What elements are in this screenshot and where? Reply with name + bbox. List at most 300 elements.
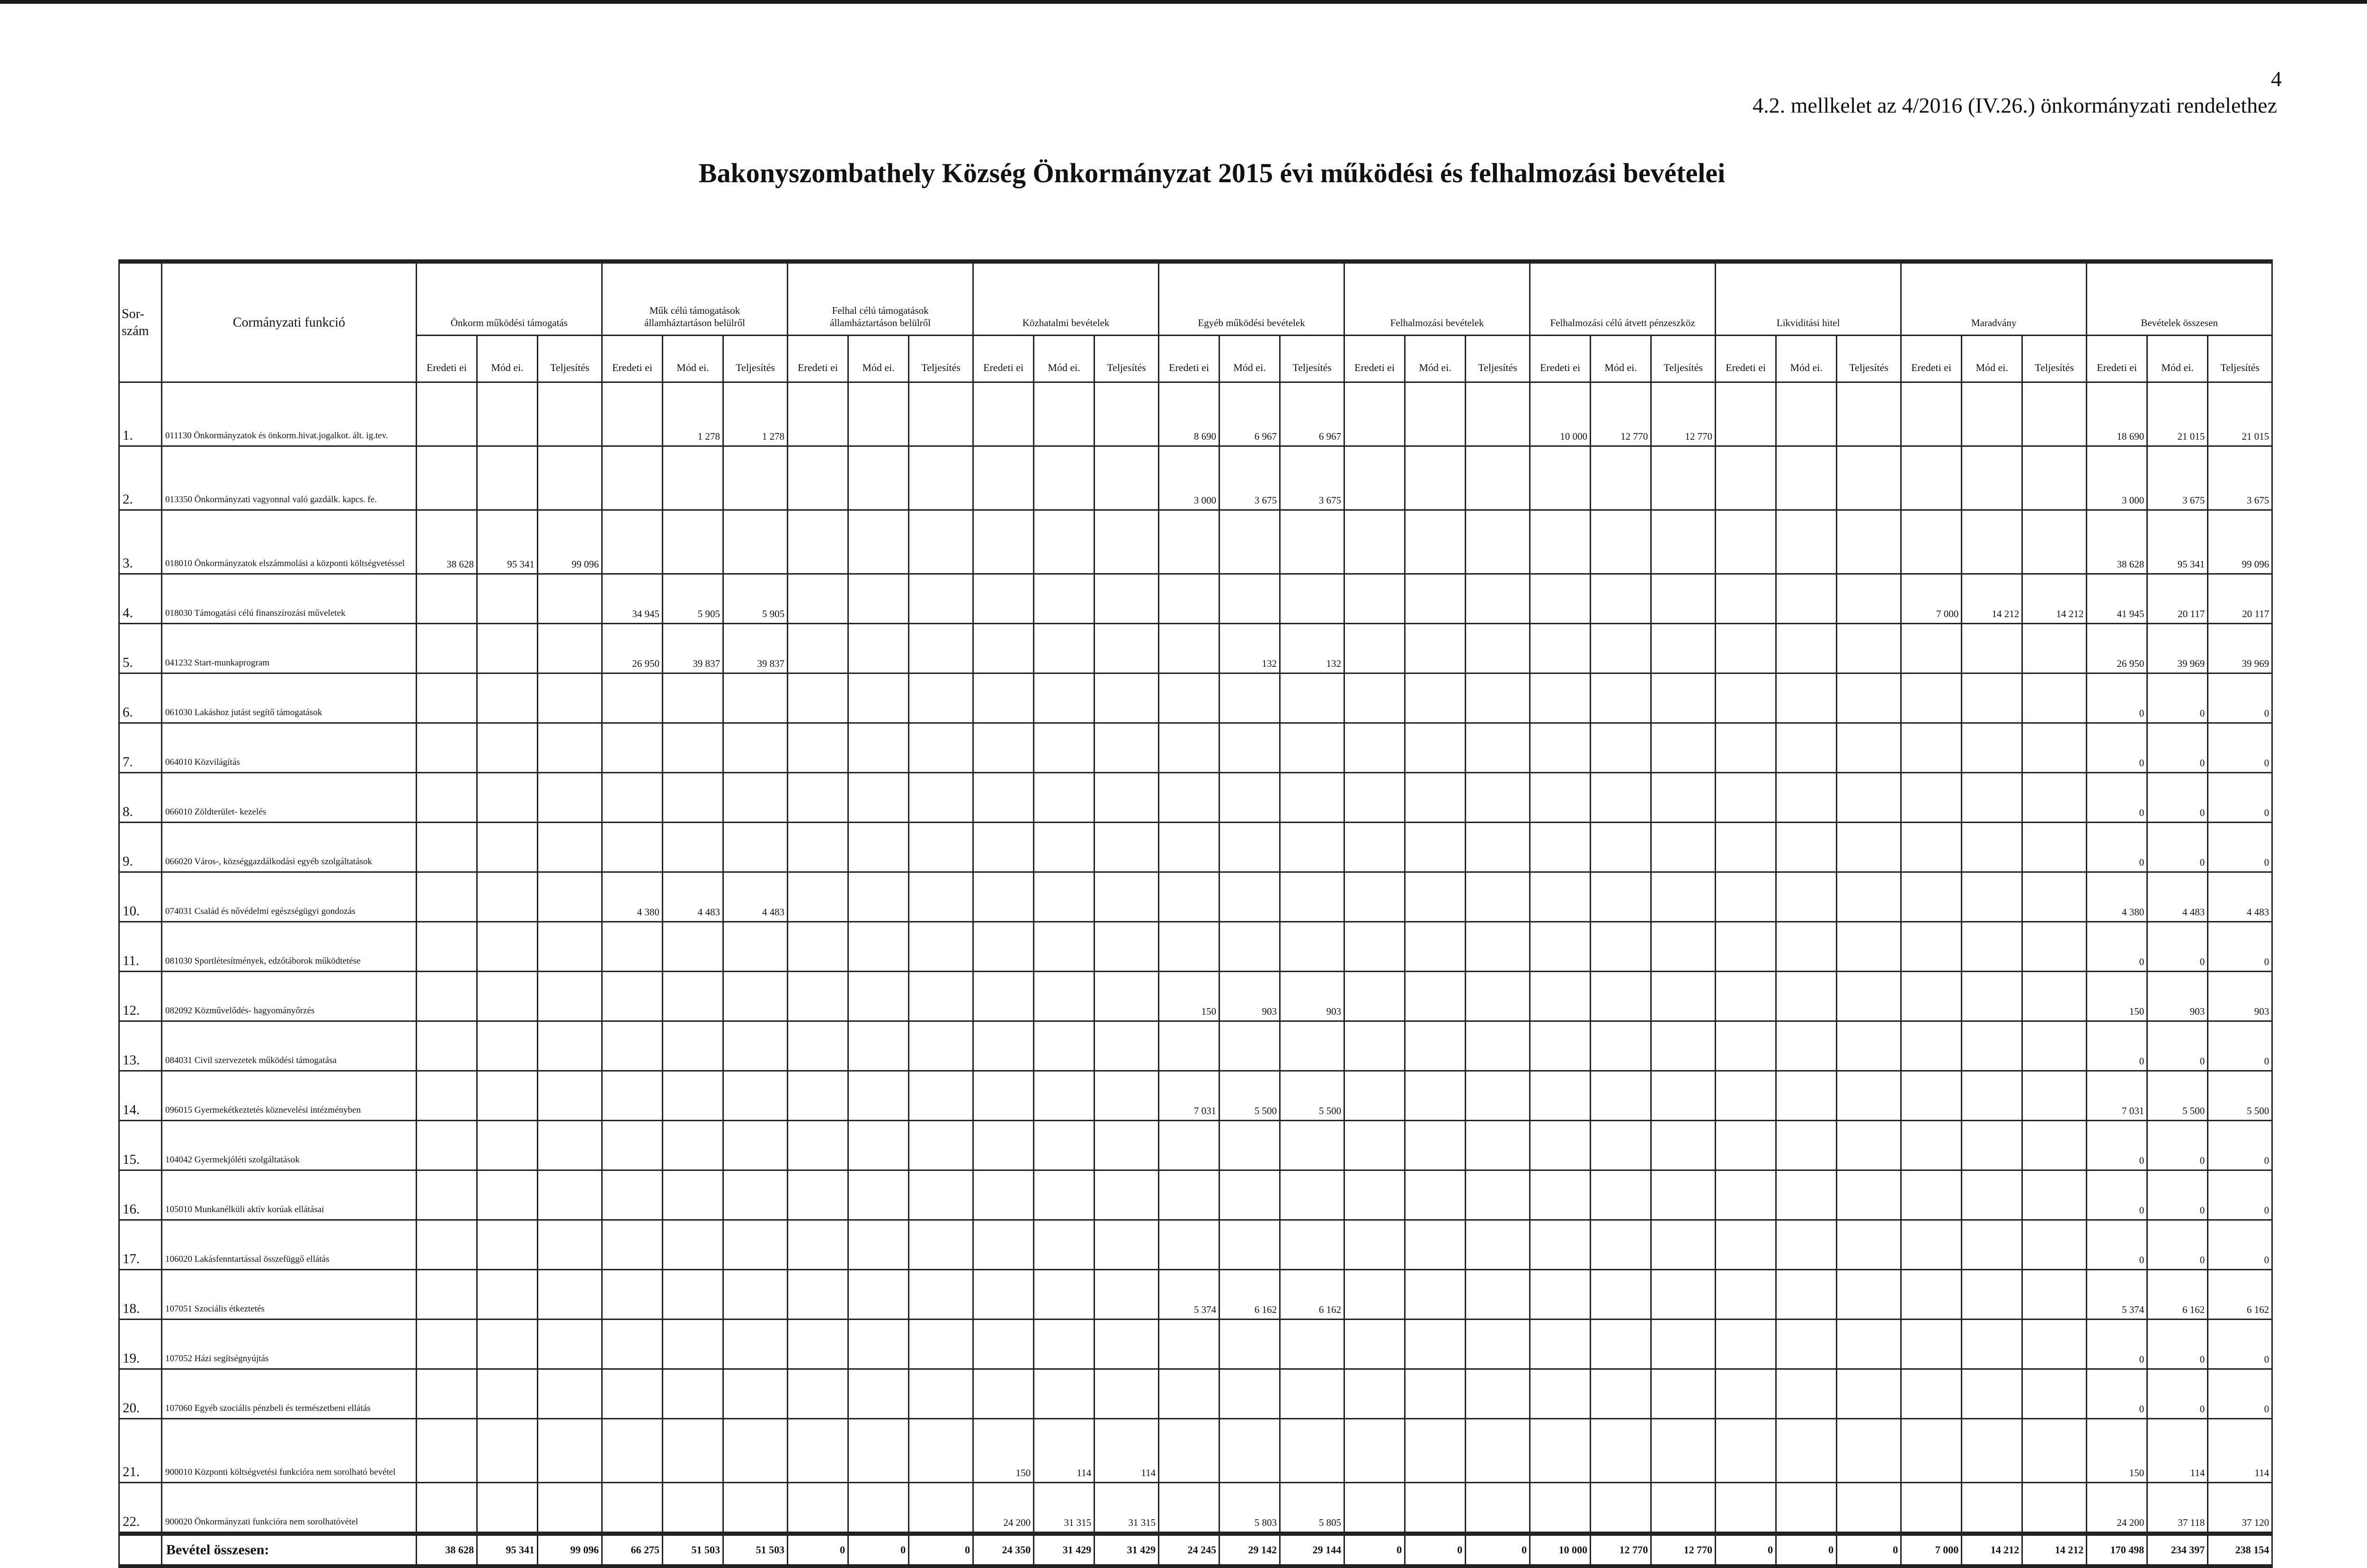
row-number: 13. [119, 1021, 162, 1071]
table-cell: 3 675 [1280, 446, 1344, 510]
table-cell: 31 315 [1095, 1483, 1159, 1534]
government-function: 084031 Civil szervezetek működési támogatása [162, 1021, 417, 1071]
table-cell [1530, 872, 1591, 922]
table-cell: 26 950 [2087, 624, 2147, 673]
row-number: 15. [119, 1121, 162, 1170]
table-cell [1716, 773, 1776, 823]
table-cell [1776, 773, 1837, 823]
row-number: 10. [119, 872, 162, 922]
table-cell [477, 922, 538, 972]
table-cell [477, 972, 538, 1021]
table-cell [1716, 1270, 1776, 1320]
table-cell: 31 315 [1034, 1483, 1095, 1534]
table-cell: 0 [2208, 922, 2272, 972]
table-cell [848, 773, 909, 823]
table-cell [788, 1270, 848, 1320]
table-cell [1095, 972, 1159, 1021]
table-cell [1776, 1270, 1837, 1320]
table-cell: 39 837 [723, 624, 788, 673]
table-cell [538, 1220, 602, 1270]
table-cell [1962, 673, 2022, 723]
revenue-table [118, 259, 2273, 1568]
table-cell [1159, 673, 1219, 723]
subcolumn-header: Eredeti ei [602, 336, 663, 382]
table-cell [2022, 382, 2087, 446]
government-function: 081030 Sportlétesítmények, edzőtáborok működtetése [162, 922, 417, 972]
table-cell [663, 773, 723, 823]
table-cell [788, 1419, 848, 1483]
table-cell: 4 483 [2208, 872, 2272, 922]
table-cell: 21 015 [2208, 382, 2272, 446]
table-row [119, 673, 2272, 723]
table-cell [602, 510, 663, 574]
table-cell [1901, 823, 1962, 872]
table-cell [848, 1021, 909, 1071]
subcolumn-header: Teljesítés [909, 336, 973, 382]
table-cell: 6 967 [1280, 382, 1344, 446]
table-cell [1095, 1320, 1159, 1369]
table-cell [2022, 1220, 2087, 1270]
table-cell [1591, 446, 1651, 510]
table-cell [973, 382, 1034, 446]
table-cell [1716, 1369, 1776, 1419]
table-cell [1344, 446, 1405, 510]
table-cell [1530, 1220, 1591, 1270]
table-cell [848, 1419, 909, 1483]
table-cell: 12 770 [1591, 382, 1651, 446]
table-cell [1344, 1483, 1405, 1534]
government-function: 105010 Munkanélküli aktív korúak ellátásai [162, 1170, 417, 1220]
table-cell [909, 510, 973, 574]
table-cell [663, 1369, 723, 1419]
table-cell [848, 1369, 909, 1419]
table-cell: 34 945 [602, 574, 663, 624]
table-cell [663, 1419, 723, 1483]
table-cell: 39 837 [663, 624, 723, 673]
table-cell [1344, 723, 1405, 773]
table-cell [663, 1170, 723, 1220]
table-cell [1405, 382, 1466, 446]
table-cell [538, 1021, 602, 1071]
total-cell: 170 498 [2087, 1534, 2147, 1567]
table-row [119, 1270, 2272, 1320]
table-cell [1901, 773, 1962, 823]
table-cell: 6 162 [1280, 1270, 1344, 1320]
table-cell [1159, 1320, 1219, 1369]
table-cell [538, 1071, 602, 1121]
total-cell: 0 [1716, 1534, 1776, 1567]
table-cell [723, 510, 788, 574]
table-cell [1280, 1419, 1344, 1483]
government-function: 900020 Önkormányzati funkcióra nem sorolhatóvétel [162, 1483, 417, 1534]
table-cell [477, 1320, 538, 1369]
table-cell [909, 382, 973, 446]
government-function: 064010 Közvilágítás [162, 723, 417, 773]
subcolumn-header: Teljesítés [1837, 336, 1901, 382]
table-cell [723, 1369, 788, 1419]
table-cell [723, 1220, 788, 1270]
table-cell [1280, 723, 1344, 773]
table-cell [477, 1270, 538, 1320]
table-cell [1591, 1021, 1651, 1071]
table-cell: 95 341 [2147, 510, 2208, 574]
table-cell [602, 823, 663, 872]
table-cell: 0 [2087, 1021, 2147, 1071]
table-cell [417, 723, 477, 773]
table-cell [973, 723, 1034, 773]
table-cell [602, 972, 663, 1021]
table-cell [1716, 624, 1776, 673]
table-cell [909, 624, 973, 673]
table-cell [417, 673, 477, 723]
table-cell: 150 [2087, 972, 2147, 1021]
table-cell [1651, 872, 1716, 922]
table-cell: 37 120 [2208, 1483, 2272, 1534]
table-cell [417, 1220, 477, 1270]
table-cell: 0 [2208, 1369, 2272, 1419]
table-cell: 5 500 [1280, 1071, 1344, 1121]
total-cell: 24 350 [973, 1534, 1034, 1567]
table-cell [788, 773, 848, 823]
table-cell [723, 1320, 788, 1369]
table-cell [417, 382, 477, 446]
table-cell: 903 [2208, 972, 2272, 1021]
subcolumn-header: Mód ei. [1776, 336, 1837, 382]
subcolumn-header: Mód ei. [1405, 336, 1466, 382]
total-cell: 66 275 [602, 1534, 663, 1567]
subcolumn-header: Teljesítés [1466, 336, 1530, 382]
table-cell [909, 1270, 973, 1320]
table-cell [848, 1320, 909, 1369]
table-cell [1530, 823, 1591, 872]
table-cell [1962, 1419, 2022, 1483]
table-cell [602, 1270, 663, 1320]
table-cell: 903 [2147, 972, 2208, 1021]
group-header: Likviditási hitel [1716, 262, 1901, 336]
table-cell [2022, 1419, 2087, 1483]
table-cell: 6 162 [1219, 1270, 1280, 1320]
table-cell [602, 1369, 663, 1419]
table-cell: 3 000 [2087, 446, 2147, 510]
table-row [119, 446, 2272, 510]
table-cell [973, 1121, 1034, 1170]
table-cell: 3 000 [1159, 446, 1219, 510]
table-cell: 132 [1219, 624, 1280, 673]
table-cell [1034, 1320, 1095, 1369]
table-cell: 0 [2208, 1320, 2272, 1369]
table-cell [1591, 1170, 1651, 1220]
table-cell [1591, 624, 1651, 673]
table-cell [1466, 1071, 1530, 1121]
table-cell [2022, 723, 2087, 773]
table-cell [1837, 510, 1901, 574]
table-row [119, 723, 2272, 773]
table-cell [1405, 1170, 1466, 1220]
table-cell [1716, 1419, 1776, 1483]
table-cell [1901, 1121, 1962, 1170]
table-cell [788, 872, 848, 922]
table-cell [788, 723, 848, 773]
table-cell: 5 905 [663, 574, 723, 624]
table-cell [1591, 773, 1651, 823]
table-cell [1344, 510, 1405, 574]
table-cell [973, 510, 1034, 574]
table-cell [1962, 510, 2022, 574]
table-cell [538, 872, 602, 922]
government-function: 041232 Start-munkaprogram [162, 624, 417, 673]
table-cell [1962, 1220, 2022, 1270]
table-cell [1095, 1121, 1159, 1170]
table-cell [2022, 1071, 2087, 1121]
total-cell: 14 212 [2022, 1534, 2087, 1567]
subcolumn-header: Mód ei. [2147, 336, 2208, 382]
table-cell: 99 096 [538, 510, 602, 574]
row-number: 7. [119, 723, 162, 773]
table-cell [1776, 1320, 1837, 1369]
table-cell: 21 015 [2147, 382, 2208, 446]
table-cell: 903 [1280, 972, 1344, 1021]
table-cell [1651, 1270, 1716, 1320]
table-cell: 114 [1095, 1419, 1159, 1483]
table-cell [909, 574, 973, 624]
table-cell [1344, 773, 1405, 823]
table-cell [2022, 823, 2087, 872]
total-row [119, 1534, 2272, 1567]
table-row [119, 1220, 2272, 1270]
table-cell: 0 [2208, 1021, 2272, 1071]
row-number: 20. [119, 1369, 162, 1419]
total-cell: 12 770 [1591, 1534, 1651, 1567]
total-cell: 0 [1776, 1534, 1837, 1567]
table-cell [1962, 773, 2022, 823]
table-cell [848, 972, 909, 1021]
table-cell [1776, 1071, 1837, 1121]
table-cell [1280, 574, 1344, 624]
table-cell [477, 446, 538, 510]
table-cell [1716, 1071, 1776, 1121]
table-cell [723, 1419, 788, 1483]
table-cell: 5 500 [2147, 1071, 2208, 1121]
table-cell [1651, 922, 1716, 972]
table-cell [477, 723, 538, 773]
total-cell: 99 096 [538, 1534, 602, 1567]
table-cell [1159, 1170, 1219, 1220]
table-cell [788, 1071, 848, 1121]
table-cell: 0 [2208, 1121, 2272, 1170]
table-cell [1962, 1369, 2022, 1419]
table-cell [1344, 1220, 1405, 1270]
table-cell [1159, 574, 1219, 624]
table-cell [477, 1483, 538, 1534]
table-cell [1776, 1021, 1837, 1071]
table-cell [477, 673, 538, 723]
group-header: Felhalmozási célú átvett pénzeszköz [1530, 262, 1716, 336]
table-cell [1651, 1483, 1716, 1534]
table-cell [663, 1121, 723, 1170]
table-cell: 20 117 [2208, 574, 2272, 624]
table-cell [1159, 1121, 1219, 1170]
table-cell: 8 690 [1159, 382, 1219, 446]
table-cell: 7 000 [1901, 574, 1962, 624]
table-row [119, 382, 2272, 446]
table-cell [1962, 1071, 2022, 1121]
table-cell [1466, 922, 1530, 972]
table-cell [1837, 872, 1901, 922]
table-cell [1901, 446, 1962, 510]
table-cell: 0 [2087, 1121, 2147, 1170]
table-cell [1962, 1021, 2022, 1071]
table-cell [1530, 1369, 1591, 1419]
table-cell [477, 1419, 538, 1483]
table-cell [1034, 673, 1095, 723]
table-cell [1095, 773, 1159, 823]
table-cell [1344, 972, 1405, 1021]
table-cell: 114 [2208, 1419, 2272, 1483]
table-cell [1837, 922, 1901, 972]
table-cell [848, 510, 909, 574]
table-cell [1591, 823, 1651, 872]
table-cell: 0 [2208, 773, 2272, 823]
table-cell [909, 872, 973, 922]
table-cell [2022, 1170, 2087, 1220]
government-function: 096015 Gyermekétkeztetés köznevelési intézményben [162, 1071, 417, 1121]
total-cell: 31 429 [1095, 1534, 1159, 1567]
table-cell [909, 1320, 973, 1369]
table-cell [1280, 1220, 1344, 1270]
table-cell [788, 922, 848, 972]
table-cell: 6 967 [1219, 382, 1280, 446]
table-cell [1219, 574, 1280, 624]
table-cell [1280, 510, 1344, 574]
table-cell: 5 374 [1159, 1270, 1219, 1320]
table-cell [1776, 922, 1837, 972]
table-cell: 5 500 [1219, 1071, 1280, 1121]
table-cell [1591, 1369, 1651, 1419]
table-cell: 4 483 [663, 872, 723, 922]
table-row [119, 972, 2272, 1021]
table-cell [477, 574, 538, 624]
table-cell [1776, 1170, 1837, 1220]
table-cell [788, 1369, 848, 1419]
table-cell [1837, 1483, 1901, 1534]
table-cell [1280, 1021, 1344, 1071]
table-cell [1159, 823, 1219, 872]
total-cell: 51 503 [663, 1534, 723, 1567]
table-row [119, 1021, 2272, 1071]
table-cell [1466, 673, 1530, 723]
table-cell [1530, 1419, 1591, 1483]
table-cell [663, 446, 723, 510]
table-cell: 3 675 [1219, 446, 1280, 510]
table-cell: 4 380 [2087, 872, 2147, 922]
table-cell [909, 1121, 973, 1170]
table-cell [1651, 1419, 1716, 1483]
table-cell [1095, 446, 1159, 510]
table-cell [788, 574, 848, 624]
table-cell [1837, 1121, 1901, 1170]
table-cell [973, 574, 1034, 624]
table-cell [1716, 1170, 1776, 1220]
table-cell [1530, 723, 1591, 773]
table-cell [1466, 972, 1530, 1021]
table-cell [417, 1021, 477, 1071]
government-function: 104042 Gyermekjóléti szolgáltatások [162, 1121, 417, 1170]
table-cell: 41 945 [2087, 574, 2147, 624]
subcolumn-header: Teljesítés [2022, 336, 2087, 382]
table-cell [1405, 574, 1466, 624]
table-cell [1716, 1021, 1776, 1071]
table-cell [477, 1121, 538, 1170]
table-cell: 24 200 [973, 1483, 1034, 1534]
table-cell [1776, 723, 1837, 773]
table-cell [848, 624, 909, 673]
group-header: Önkorm működési támogatás [417, 262, 602, 336]
table-cell [723, 1121, 788, 1170]
table-cell [848, 1071, 909, 1121]
table-cell [848, 382, 909, 446]
table-cell [1405, 1071, 1466, 1121]
table-cell [848, 922, 909, 972]
row-number: 4. [119, 574, 162, 624]
table-cell [2022, 446, 2087, 510]
table-cell [1219, 823, 1280, 872]
government-function: 074031 Család és nővédelmi egészségügyi gondozás [162, 872, 417, 922]
table-cell [1280, 872, 1344, 922]
table-cell: 20 117 [2147, 574, 2208, 624]
table-cell [1344, 1021, 1405, 1071]
table-cell [2022, 773, 2087, 823]
table-cell: 132 [1280, 624, 1344, 673]
page-number: 4 [2271, 67, 2282, 91]
table-cell [477, 773, 538, 823]
table-cell [1280, 823, 1344, 872]
table-cell [723, 446, 788, 510]
total-cell: 0 [1837, 1534, 1901, 1567]
table-cell [1530, 446, 1591, 510]
table-cell [1095, 510, 1159, 574]
table-cell [1962, 1483, 2022, 1534]
table-cell [1466, 723, 1530, 773]
table-cell [1837, 574, 1901, 624]
table-cell [1159, 1220, 1219, 1270]
table-cell [602, 1320, 663, 1369]
government-function: 013350 Önkormányzati vagyonnal való gazdálk. kapcs. fe. [162, 446, 417, 510]
table-cell [1034, 972, 1095, 1021]
table-cell [602, 773, 663, 823]
table-row [119, 1419, 2272, 1483]
table-cell [1095, 922, 1159, 972]
table-cell: 150 [1159, 972, 1219, 1021]
table-cell: 0 [2087, 922, 2147, 972]
table-row [119, 1121, 2272, 1170]
table-cell [1962, 823, 2022, 872]
total-cell: 95 341 [477, 1534, 538, 1567]
table-cell [1466, 1021, 1530, 1071]
table-cell [602, 1170, 663, 1220]
table-cell: 150 [973, 1419, 1034, 1483]
table-cell [1280, 1320, 1344, 1369]
table-cell [538, 823, 602, 872]
table-cell [1219, 1369, 1280, 1419]
table-cell [1034, 1270, 1095, 1320]
table-cell [1405, 972, 1466, 1021]
table-cell [788, 1220, 848, 1270]
table-cell [1776, 673, 1837, 723]
government-function: 106020 Lakásfenntartással összefüggő ellátás [162, 1220, 417, 1270]
table-cell [723, 922, 788, 972]
table-cell [1591, 972, 1651, 1021]
table-cell [1405, 1021, 1466, 1071]
